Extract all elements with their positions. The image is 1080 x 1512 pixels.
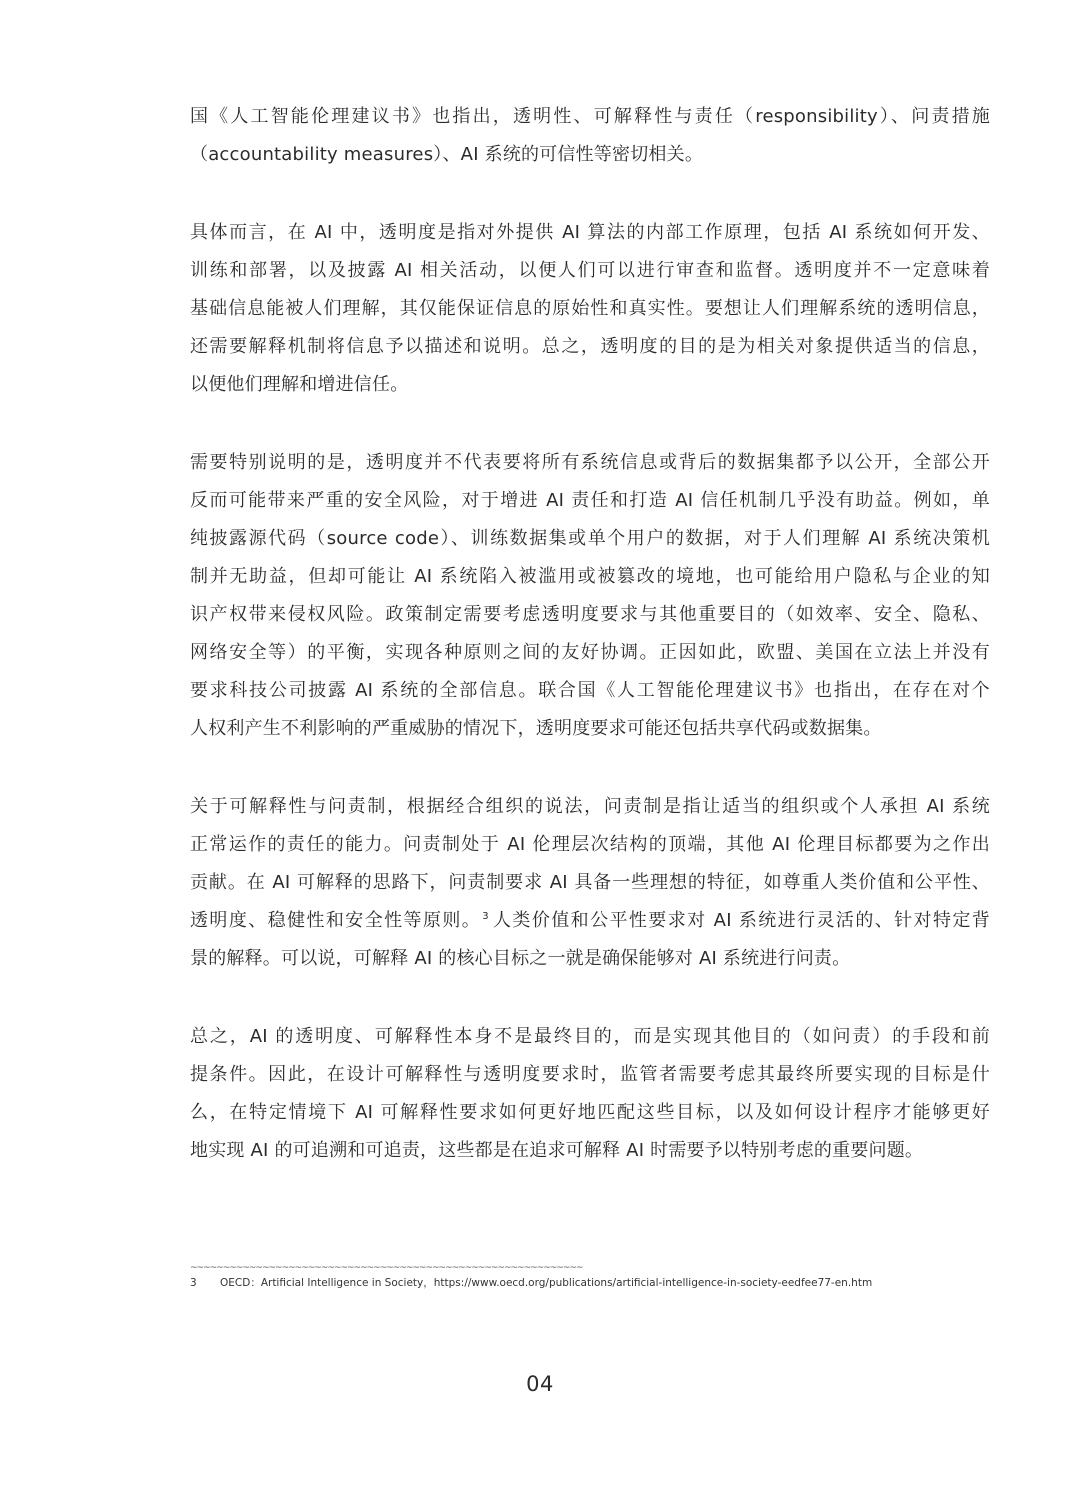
text-line: 么，在特定情境下 AI 可解释性要求如何更好地匹配这些目标，以及如何设计程序才能够更好 <box>190 1102 990 1123</box>
text-line: 地实现 AI 的可追溯和可追责，这些都是在追求可解释 AI 时需要予以特别考虑的重要问题。 <box>190 1140 924 1161</box>
text-line: 反而可能带来严重的安全风险，对于增进 AI 责任和打造 AI 信任机制几乎没有助益。例如，单 <box>190 490 990 511</box>
footnote <box>190 1276 872 1290</box>
text-segment: 透明度、稳健性和安全性等原则。 <box>190 910 482 931</box>
text-line: 制并无助益，但却可能让 AI 系统陷入被滥用或被篡改的境地，也可能给用户隐私与企业的知 <box>190 566 990 587</box>
text-line: 人权利产生不利影响的严重威胁的情况下，透明度要求可能还包括共享代码或数据集。 <box>190 718 882 739</box>
paragraph-3 <box>190 444 990 748</box>
text-line: 还需要解释机制将信息予以描述和说明。总之，透明度的目的是为相关对象提供适当的信息， <box>190 336 990 357</box>
text-line: 纯披露源代码（source code）、训练数据集或单个用户的数据，对于人们理解 AI 系统决策机 <box>190 528 990 549</box>
text-segment: 人类价值和公平性要求对 AI 系统进行灵活的、针对特定背 <box>491 910 991 931</box>
text-line: 网络安全等）的平衡，实现各种原则之间的友好协调。正因如此，欧盟、美国在立法上并没有 <box>190 642 990 663</box>
paragraph-1 <box>190 98 990 174</box>
text-line: 国《人工智能伦理建议书》也指出，透明性、可解释性与责任（responsibility）、问责措施 <box>190 106 990 127</box>
text-line: 要求科技公司披露 AI 系统的全部信息。联合国《人工智能伦理建议书》也指出，在存在对个 <box>190 680 990 701</box>
text-line: 总之，AI 的透明度、可解释性本身不是最终目的，而是实现其他目的（如问责）的手段和前 <box>190 1026 990 1047</box>
text-line: 关于可解释性与问责制，根据经合组织的说法，问责制是指让适当的组织或个人承担 AI 系统 <box>190 796 990 817</box>
page-number: 04 <box>526 1372 554 1396</box>
text-line: （accountability measures）、AI 系统的可信性等密切相关。 <box>190 144 704 165</box>
text-line: 需要特别说明的是，透明度并不代表要将所有系统信息或背后的数据集都予以公开，全部公开 <box>190 452 990 473</box>
footnote-number: 3 <box>190 1277 197 1289</box>
text-line-with-footnote-ref <box>190 902 990 940</box>
text-line: 提条件。因此，在设计可解释性与透明度要求时，监管者需要考虑其最终所要实现的目标是什 <box>190 1064 990 1085</box>
body-text <box>190 98 990 1210</box>
text-line: 贡献。在 AI 可解释的思路下，问责制要求 AI 具备一些理想的特征，如尊重人类价值和公平性、 <box>190 872 990 893</box>
text-line: 以便他们理解和增进信任。 <box>190 374 409 395</box>
text-line: 景的解释。可以说，可解释 AI 的核心目标之一就是确保能够对 AI 系统进行问责。 <box>190 948 851 969</box>
text-line: 识产权带来侵权风险。政策制定需要考虑透明度要求与其他重要目的（如效率、安全、隐私、 <box>190 604 990 625</box>
paragraph-5 <box>190 1018 990 1170</box>
paragraph-4 <box>190 788 990 978</box>
text-line: 正常运作的责任的能力。问责制处于 AI 伦理层次结构的顶端，其他 AI 伦理目标都要为之作出 <box>190 834 990 855</box>
text-line: 基础信息能被人们理解，其仅能保证信息的原始性和真实性。要想让人们理解系统的透明信息， <box>190 298 990 319</box>
paragraph-2 <box>190 214 990 404</box>
text-line: 训练和部署，以及披露 AI 相关活动，以便人们可以进行审查和监督。透明度并不一定意味着 <box>190 260 990 281</box>
footnote-text[interactable]: OECD：Artificial Intelligence in Society，https://www.oecd.org/publications/artificial-intelligence-in-society-eedfee77-en.htm <box>220 1277 873 1289</box>
text-line: 具体而言，在 AI 中，透明度是指对外提供 AI 算法的内部工作原理，包括 AI 系统如何开发、 <box>190 222 990 243</box>
footnote-divider: ~~~~~~~~~~~~~~~~~~~~~~~~~~~~~~~~~~~~~~~~~~~~~~~~~~~~~~~~~~~~ <box>190 1263 583 1273</box>
footnote-reference[interactable]: 3 <box>482 911 489 922</box>
